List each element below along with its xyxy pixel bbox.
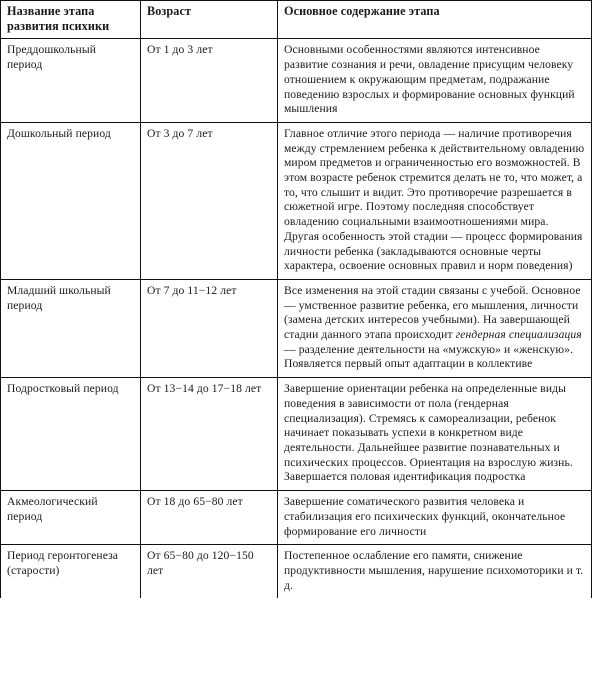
cell-stage-content: Главное отличие этого периода — наличие противоречия между стремлением ребенка к действительному овладению миром предметов и ограниченностью его возможностей. В этом возрасте ребенок стремится делать не то, что может, а то, что слышит и видит. Это противоречие разрешается в сюжетной игре. Поэтому последняя способствует овладению социальными взаимоотношениями мира. Другая особенность этой стадии — процесс формирования личности ребенка (закладываются основные черты характера, освоение основных правил и норм поведения) xyxy=(278,122,592,279)
column-header-age: Возраст xyxy=(141,1,278,39)
cell-stage-name: Период геронтогенеза (старости) xyxy=(1,545,141,599)
table-row xyxy=(1,545,592,599)
table-body xyxy=(1,39,592,598)
column-header-stage-content: Основное содержание этапа xyxy=(278,1,592,39)
cell-stage-content: Основными особенностями являются интенсивное развитие сознания и речи, овладение присущим человеку отношением к окружающим предметам, подражание поведению взрослых и формирование основных функций мышления xyxy=(278,39,592,123)
cell-stage-content: Завершение соматического развития человека и стабилизация его психических функций, окончательное формирование его личности xyxy=(278,491,592,545)
cell-stage-name: Младший школьный период xyxy=(1,279,141,377)
cell-stage-name: Преддошкольный период xyxy=(1,39,141,123)
table-header-row xyxy=(1,1,592,39)
cell-age: От 18 до 65−80 лет xyxy=(141,491,278,545)
cell-age: От 7 до 11−12 лет xyxy=(141,279,278,377)
cell-stage-name: Дошкольный период xyxy=(1,122,141,279)
cell-age: От 1 до 3 лет xyxy=(141,39,278,123)
table-row xyxy=(1,279,592,377)
cell-stage-name: Акмеологический период xyxy=(1,491,141,545)
cell-stage-name: Подростковый период xyxy=(1,378,141,491)
table-row xyxy=(1,378,592,491)
table-row xyxy=(1,122,592,279)
cell-age: От 65−80 до 120−150 лет xyxy=(141,545,278,599)
cell-stage-content: Постепенное ослабление его памяти, снижение продуктивности мышления, нарушение психомоторики и т. д. xyxy=(284,549,584,592)
cell-age: От 13−14 до 17−18 лет xyxy=(141,378,278,491)
cell-stage-content: Завершение ориентации ребенка на определенные виды поведения в зависимости от пола (гендерная специализация). Стремясь к самореализации, ребенок начинает показывать успехи в конкретном виде деятельности. Дальнейшее развитие познавательных и психических процессов. Ориентация на взрослую жизнь. Завершается половая идентификация подростка xyxy=(278,378,592,491)
table-row xyxy=(1,39,592,123)
emphasized-term: гендерная специализация xyxy=(455,328,582,342)
cell-age: От 3 до 7 лет xyxy=(141,122,278,279)
table-row xyxy=(1,491,592,545)
column-header-stage-name: Название этапа развития психики xyxy=(1,1,141,39)
cell-stage-content: Все изменения на этой стадии связаны с учебой. Основное — умственное развитие ребенка, его мышления, личности (замена детских интересов учебными). На завершающей стадии данного этапа происходит гендерная специализация — разделение деятельности на «мужскую» и «женскую». Появляется первый опыт адаптации в коллективе xyxy=(278,279,592,377)
table-header xyxy=(1,1,592,39)
